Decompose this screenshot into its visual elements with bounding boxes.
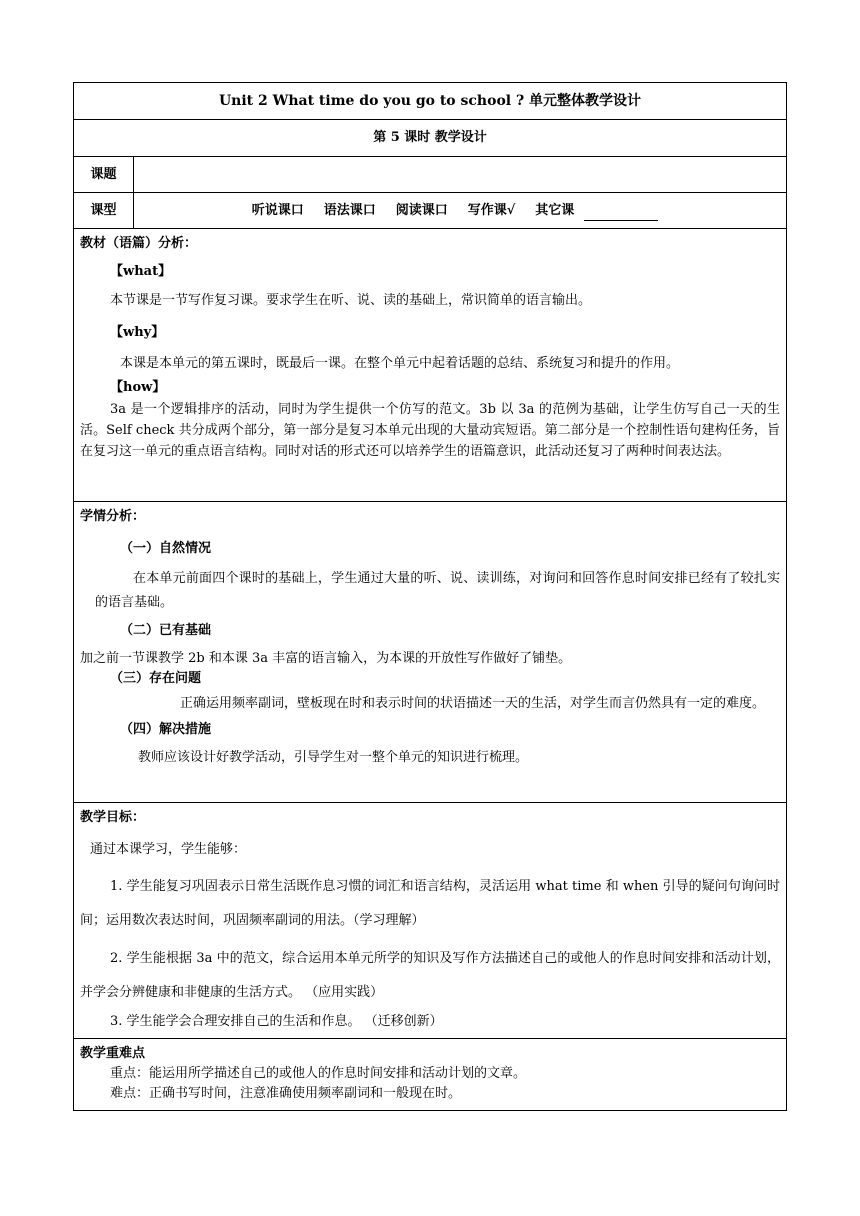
objective-item-1: 1. 学生能复习巩固表示日常生活既作息习惯的词汇和语言结构，灵活运用 what time 和 when 引导的疑问句询问时间；运用数次表达时间，巩固频率副词的用法。（学习理解） bbox=[80, 879, 780, 928]
natural-situation-heading: （一）自然情况 bbox=[120, 541, 212, 556]
option-other bbox=[535, 201, 668, 221]
students-row bbox=[74, 502, 787, 803]
why-text: 本课是本单元的第五课时，既最后一课。在整个单元中起着话题的总结、系统复习和提升的作用。 bbox=[120, 356, 680, 371]
objectives-intro: 通过本课学习，学生能够： bbox=[90, 842, 247, 857]
existing-basis-text: 加之前一节课教学 2b 和本课 3a 丰富的语言输入，为本课的开放性写作做好了铺垫。 bbox=[80, 651, 572, 666]
lesson-plan-document bbox=[73, 82, 786, 1111]
what-text: 本节课是一节写作复习课。要求学生在听、说、读的基础上，常识简单的语言输出。 bbox=[110, 293, 592, 308]
difficult-point-text: 难点：正确书写时间，注意准确使用频率副词和一般现在时。 bbox=[110, 1086, 462, 1101]
document-title: Unit 2 What time do you go to school ? 单元整体教学设计 bbox=[74, 83, 787, 120]
analysis-heading: 教材（语篇）分析： bbox=[80, 236, 198, 251]
analysis-section bbox=[74, 229, 787, 502]
subtitle-row bbox=[74, 120, 787, 157]
option-reading: 阅读课口 bbox=[395, 202, 448, 218]
objective-item-3: 3. 学生能学会合理安排自己的生活和作息。 （迁移创新） bbox=[110, 1014, 443, 1029]
how-text: 3a 是一个逻辑排序的活动，同时为学生提供一个仿写的范文。3b 以 3a 的范例为基础，让学生仿写自己一天的生活。Self check 共分成两个部分，第一部分是复习本单元出现的大量动宾短语。第二部分是一个控制性语句建构任务，旨在复习这一单元的重点语言结构。同时对话的形式还可以培养学生的语篇意识，此活动还复习了两种时间表达法。 bbox=[80, 402, 780, 459]
other-blank-line bbox=[584, 206, 658, 221]
what-heading: 【what】 bbox=[110, 264, 172, 279]
lesson-type-options bbox=[134, 193, 787, 229]
students-heading: 学情分析： bbox=[80, 509, 146, 524]
analysis-row bbox=[74, 229, 787, 502]
topic-label: 课题 bbox=[74, 157, 134, 193]
existing-basis-heading: （二）已有基础 bbox=[120, 623, 212, 638]
option-writing: 写作课√ bbox=[467, 202, 516, 218]
objectives-row bbox=[74, 803, 787, 1039]
option-other-label: 其它课 bbox=[535, 202, 575, 218]
problems-text: 正确运用频率副词，壁板现在时和表示时间的状语描述一天的生活，对学生而言仍然具有一定的难度。 bbox=[180, 696, 766, 711]
lesson-subtitle: 第 5 课时 教学设计 bbox=[74, 120, 787, 157]
objective-item-2: 2. 学生能根据 3a 中的范文，综合运用本单元所学的知识及写作方法描述自己的或他人的作息时间安排和活动计划，并学会分辨健康和非健康的生活方式。 （应用实践） bbox=[80, 951, 780, 1000]
solutions-heading: （四）解决措施 bbox=[120, 722, 212, 737]
lesson-plan-table bbox=[73, 82, 787, 1111]
solutions-text: 教师应该设计好教学活动，引导学生对一整个单元的知识进行梳理。 bbox=[138, 750, 529, 765]
lesson-type-row bbox=[74, 193, 787, 229]
difficulties-heading: 教学重难点 bbox=[80, 1046, 146, 1061]
how-heading: 【how】 bbox=[110, 380, 166, 395]
objectives-section bbox=[74, 803, 787, 1039]
lesson-type-label: 课型 bbox=[74, 193, 134, 229]
option-grammar: 语法课口 bbox=[323, 202, 376, 218]
difficulties-section bbox=[74, 1039, 787, 1111]
difficulties-row bbox=[74, 1039, 787, 1111]
natural-situation-text: 在本单元前面四个课时的基础上，学生通过大量的听、说、读训练，对询问和回答作息时间安排已经有了较扎实的语言基础。 bbox=[95, 571, 780, 610]
option-listening-speaking: 听说课口 bbox=[251, 202, 304, 218]
problems-heading: （三）存在问题 bbox=[110, 671, 202, 686]
topic-row bbox=[74, 157, 787, 193]
title-row bbox=[74, 83, 787, 120]
students-section bbox=[74, 502, 787, 803]
objectives-heading: 教学目标： bbox=[80, 810, 146, 825]
why-heading: 【why】 bbox=[110, 325, 165, 340]
topic-value bbox=[134, 157, 787, 193]
key-point-text: 重点：能运用所学描述自己的或他人的作息时间安排和活动计划的文章。 bbox=[110, 1066, 527, 1081]
